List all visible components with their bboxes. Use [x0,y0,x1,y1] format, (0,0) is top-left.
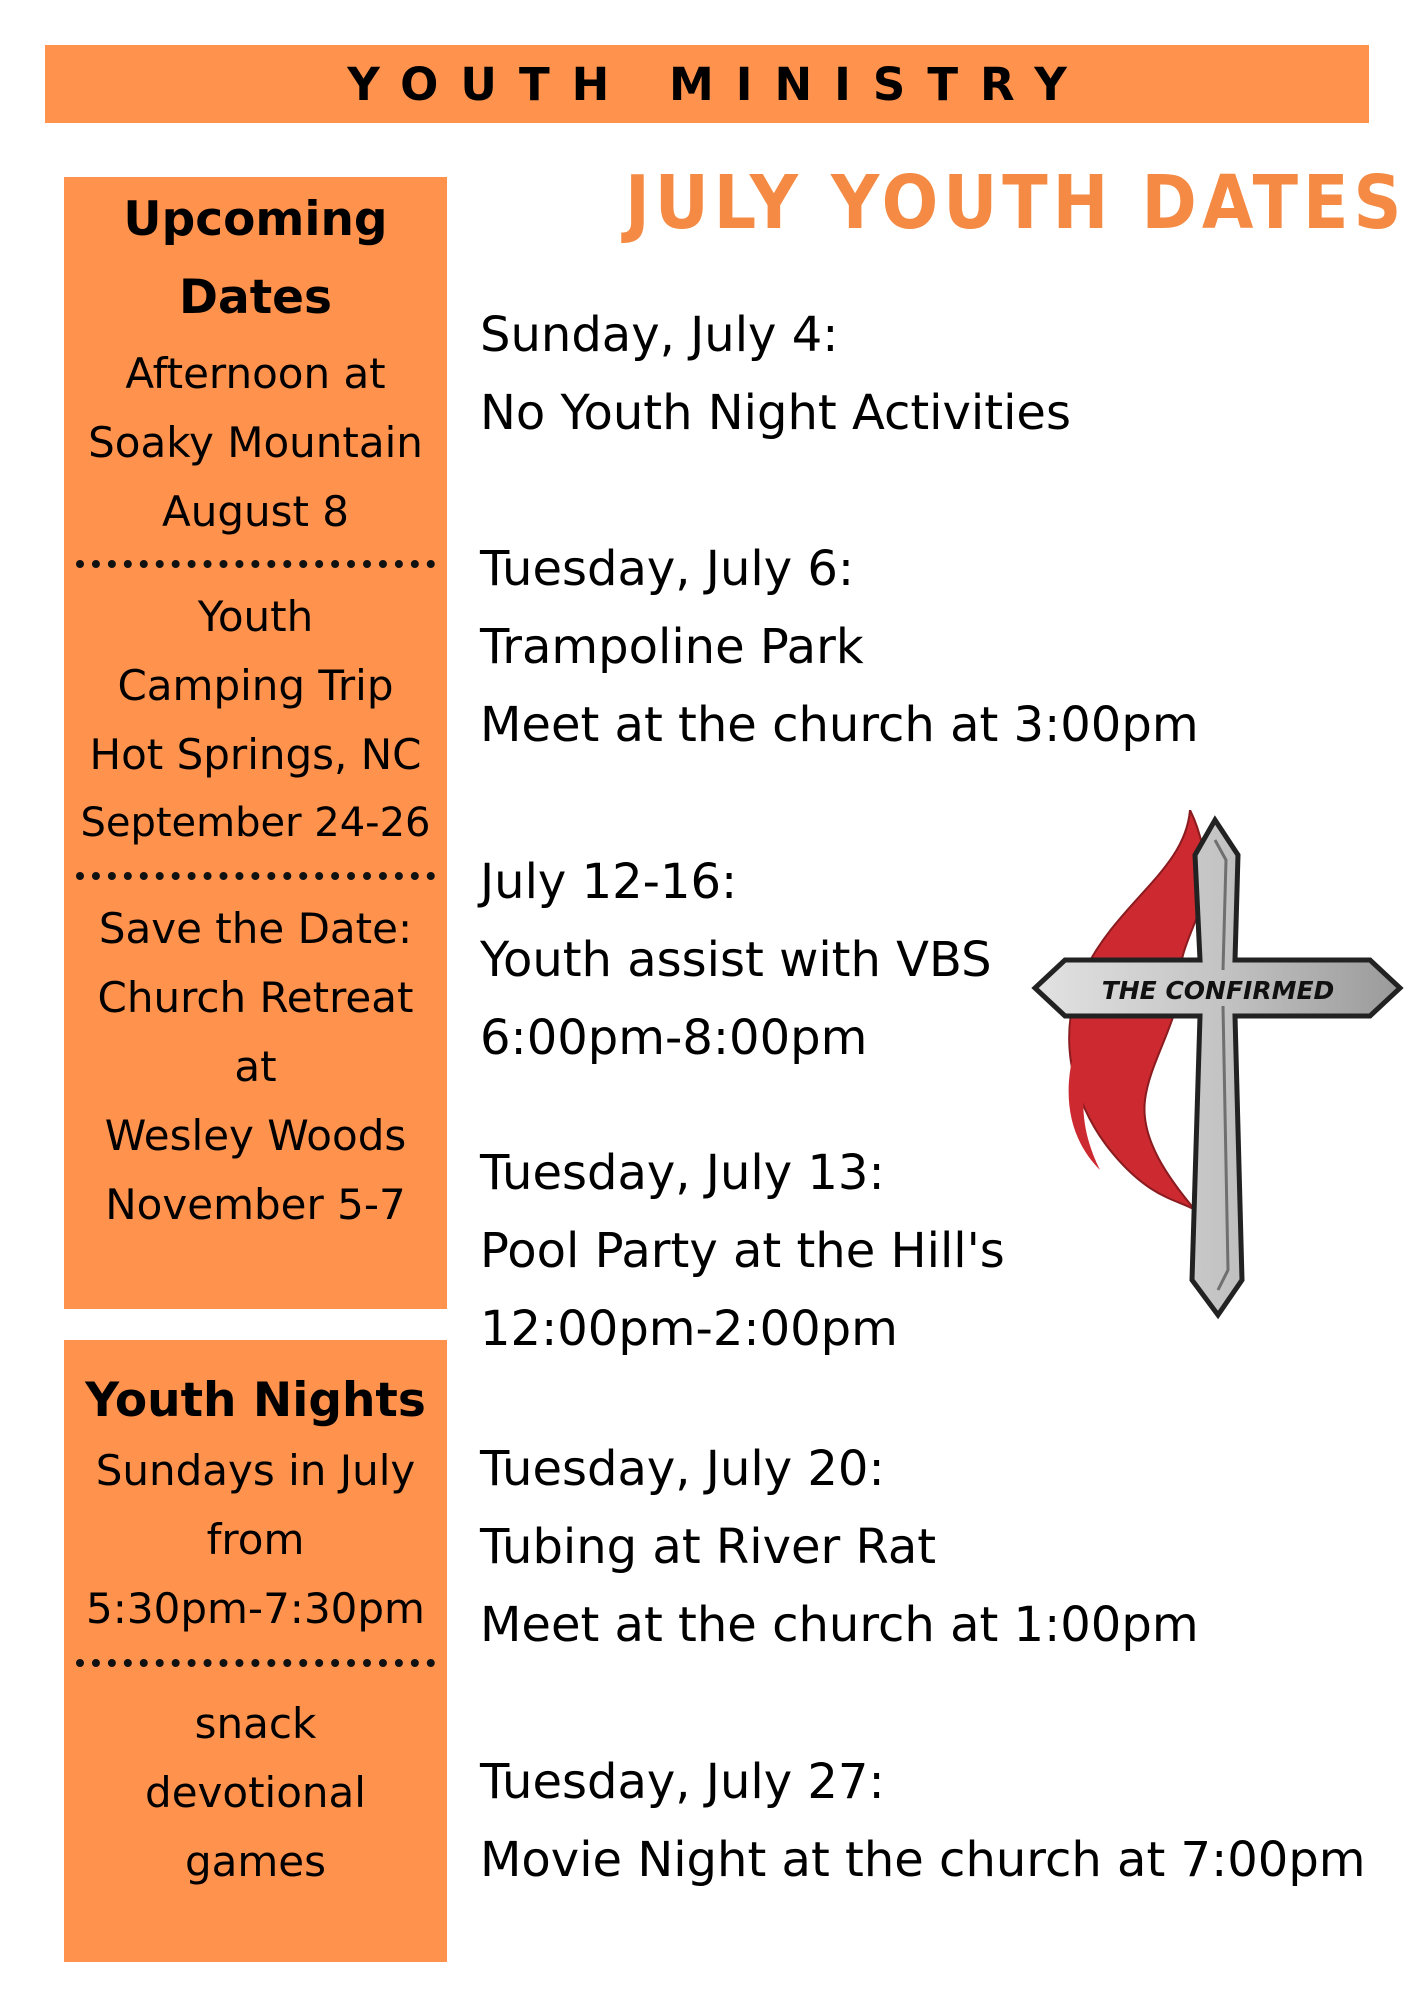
upcoming-item-line: Hot Springs, NC [89,730,422,779]
event-july-20 [480,1430,1199,1664]
upcoming-item-retreat [64,880,447,1239]
event-date: Tuesday, July 27: [480,1754,885,1810]
dotted-divider [76,872,435,880]
upcoming-item-line: Wesley Woods [104,1111,407,1160]
upcoming-item-line: Soaky Mountain [88,418,423,467]
header-bar [45,45,1369,123]
event-date: Tuesday, July 20: [480,1441,885,1497]
upcoming-item-camping [64,568,447,872]
logo-graphic [1030,810,1410,1320]
dotted-divider [76,1659,435,1667]
event-date: Tuesday, July 6: [480,541,855,597]
page-title: YOUTH MINISTRY [347,57,1089,111]
upcoming-dates-box [64,177,447,1309]
activity-item: devotional [145,1768,366,1817]
event-detail: Trampoline Park [480,619,864,675]
event-july-27 [480,1743,1366,1899]
logo-text: THE CONFIRMED [1101,976,1335,1005]
event-july-6 [480,530,1199,764]
event-detail: 6:00pm-8:00pm [480,1010,868,1066]
event-detail: Movie Night at the church at 7:00pm [480,1832,1366,1888]
upcoming-item-soaky [64,337,447,560]
event-detail: No Youth Night Activities [480,385,1071,441]
upcoming-item-line: Save the Date: [98,904,413,953]
upcoming-item-line: August 8 [161,487,350,536]
event-detail: 12:00pm-2:00pm [480,1301,898,1357]
event-detail: Pool Party at the Hill's [480,1223,1005,1279]
upcoming-item-line: November 5-7 [105,1180,406,1229]
event-detail: Youth assist with VBS [480,932,992,988]
upcoming-item-line: Afternoon at [125,349,386,398]
event-date: Tuesday, July 13: [480,1145,885,1201]
cross-and-flame-icon [1030,810,1410,1320]
youth-nights-box [64,1340,447,1962]
upcoming-item-line: Church Retreat [97,973,414,1022]
event-date: July 12-16: [480,854,738,910]
event-july-12-16 [480,843,992,1077]
event-date: Sunday, July 4: [480,307,839,363]
youth-nights-line: 5:30pm-7:30pm [86,1584,425,1633]
event-detail: Tubing at River Rat [480,1519,937,1575]
upcoming-item-line: Youth [197,592,314,641]
upcoming-item-line: Camping Trip [117,661,394,710]
upcoming-heading-line-1: Upcoming [123,192,388,247]
youth-nights-line: Sundays in July [95,1446,416,1495]
activity-item: games [184,1837,327,1886]
event-detail: Meet at the church at 1:00pm [480,1597,1199,1653]
youth-nights-heading: Youth Nights [85,1373,426,1428]
main-heading: JULY YOUTH DATES [625,160,1407,246]
event-detail: Meet at the church at 3:00pm [480,697,1199,753]
upcoming-heading-line-2: Dates [178,270,333,325]
activity-item: snack [194,1699,317,1748]
dotted-divider [76,560,435,568]
youth-nights-line: from [206,1515,305,1564]
upcoming-item-line: September 24-26 [80,800,431,846]
upcoming-item-line: at [234,1042,277,1091]
event-july-4 [480,296,1071,452]
event-july-13 [480,1134,1005,1368]
